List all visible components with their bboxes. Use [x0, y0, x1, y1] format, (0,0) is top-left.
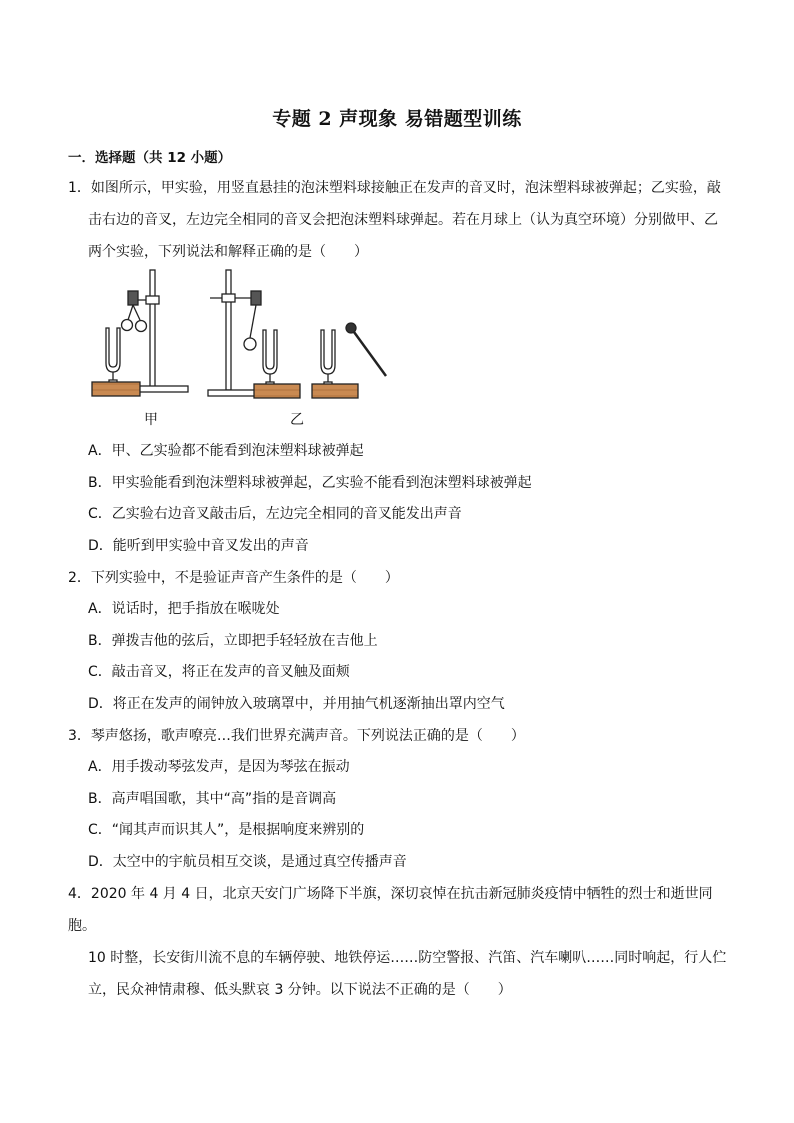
question-3: [68, 720, 728, 752]
option-a: A．甲、乙实验都不能看到泡沫塑料球被弹起: [88, 443, 364, 459]
figure-label-yi: 乙: [290, 412, 304, 428]
question-number: 3．: [68, 728, 91, 744]
question-4: [68, 878, 728, 1006]
question-1: [68, 172, 728, 268]
question-text: 10 时整，长安街川流不息的车辆停驶、地铁停运……防空警报、汽笛、汽车喇叭……同时响起，行人伫: [88, 950, 727, 966]
option-d: D．太空中的宇航员相互交谈，是通过真空传播声音: [88, 854, 407, 870]
question-text: 如图所示，甲实验，用竖直悬挂的泡沫塑料球接触正在发声的音叉时，泡沫塑料球被弹起；乙实验，敲: [90, 180, 721, 196]
option-b: B．弹拨吉他的弦后，立即把手轻轻放在吉他上: [88, 633, 378, 649]
option-d: D．能听到甲实验中音叉发出的声音: [88, 538, 309, 554]
question-number: 1．: [68, 180, 91, 196]
option-c: C．敲击音叉，将正在发声的音叉触及面颊: [88, 664, 350, 680]
question-2: [68, 562, 728, 594]
option-b: B．高声唱国歌，其中“高”指的是音调高: [88, 791, 337, 807]
experiment-jia: [92, 270, 188, 396]
question-text: 两个实验，下列说法和解释正确的是（ ）: [88, 244, 368, 260]
option-c: C．乙实验右边音叉敲击后，左边完全相同的音叉能发出声音: [88, 506, 462, 522]
option-a: A．说话时，把手指放在喉咙处: [88, 601, 280, 617]
question-text: 立，民众神情肃穆、低头默哀 3 分钟。以下说法不正确的是（ ）: [88, 982, 512, 998]
question-text: 琴声悠扬，歌声嘹亮…我们世界充满声音。下列说法正确的是（ ）: [90, 728, 525, 744]
option-c: C．“闻其声而识其人”，是根据响度来辨别的: [88, 822, 365, 838]
question-number: 4．: [68, 886, 91, 902]
tuning-fork-figure: [88, 268, 398, 430]
experiment-yi: [208, 270, 386, 398]
option-b: B．甲实验能看到泡沫塑料球被弹起，乙实验不能看到泡沫塑料球被弹起: [88, 475, 532, 491]
section-heading: 一．选择题（共 12 小题）: [68, 150, 232, 166]
page-title: 专题 2 声现象 易错题型训练: [272, 108, 522, 130]
option-d: D．将正在发声的闹钟放入玻璃罩中，并用抽气机逐渐抽出罩内空气: [88, 696, 505, 712]
option-a: A．用手拨动琴弦发声，是因为琴弦在振动: [88, 759, 350, 775]
question-text: 下列实验中，不是验证声音产生条件的是（ ）: [90, 570, 399, 586]
question-number: 2．: [68, 570, 91, 586]
question-text: 2020 年 4 月 4 日，北京天安门广场降下半旗，深切哀悼在抗击新冠肺炎疫情中牺牲的烈士和逝世同胞。: [68, 886, 713, 934]
figure-label-jia: 甲: [144, 412, 158, 428]
question-text: 击右边的音叉，左边完全相同的音叉会把泡沫塑料球弹起。若在月球上（认为真空环境）分别做甲、乙: [88, 212, 718, 228]
tuning-fork-diagram: [88, 268, 398, 430]
